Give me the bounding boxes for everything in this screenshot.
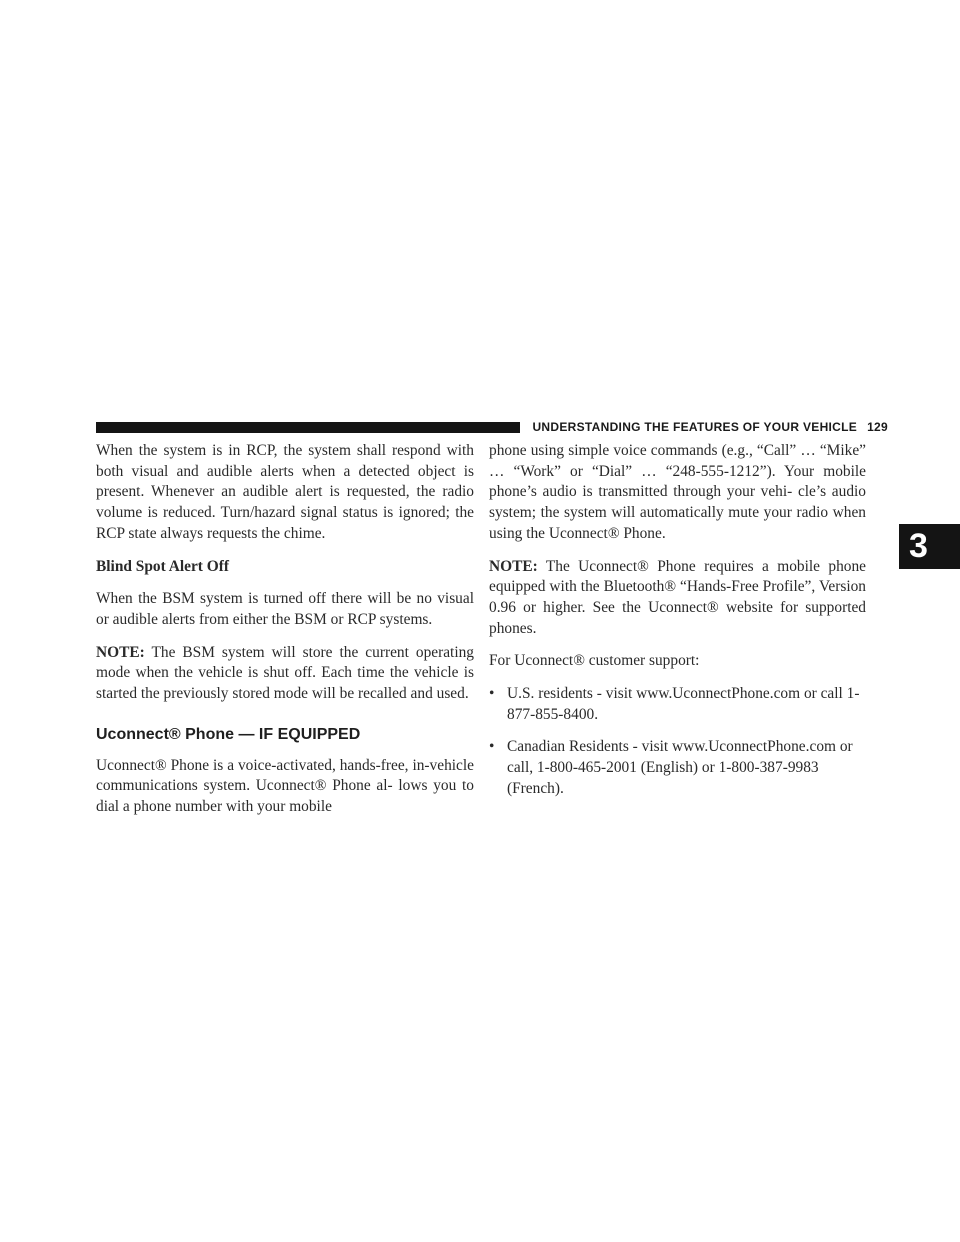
bsm-note [96, 643, 474, 705]
list-item-text: Canadian Residents - visit www.UconnectPhone.com or call, 1-800-465-2001 (English) or 1-800-387-9983 (French). [507, 738, 853, 797]
list-item-text: U.S. residents - visit www.UconnectPhone.com or call 1-877-855-8400. [507, 685, 860, 723]
uconnect-note [489, 557, 866, 640]
note-label: NOTE: [489, 557, 538, 575]
blind-spot-alert-off-heading: Blind Spot Alert Off [96, 557, 229, 575]
note-label: NOTE: [96, 643, 145, 661]
header-rule [96, 422, 520, 433]
bullet-icon: • [489, 738, 495, 756]
uconnect-section-title: Uconnect® Phone — IF EQUIPPED [96, 725, 361, 743]
voice-commands-paragraph: phone using simple voice commands (e.g., “Call” … “Mike” … “Work” or “Dial” … “248-555-1212”). Your mobile phone’s audio is transmitted through your vehi- cle’s audio system; the system will automatically mute your radio when using the Uconnect® Phone. [489, 442, 866, 542]
list-item [489, 737, 866, 799]
uconnect-intro-paragraph: Uconnect® Phone is a voice-activated, hands-free, in-vehicle communications system. Uconnect® Phone al- lows you to dial a phone number with your mobile [96, 756, 474, 816]
chapter-tab: 3 [899, 524, 960, 569]
bullet-icon: • [489, 685, 495, 703]
note-text: The Uconnect® Phone requires a mobile phone equipped with the Bluetooth® “Hands-Free Profile”, Version 0.96 or higher. See the Uconnect® website for supported phones. [489, 557, 866, 637]
header-title: UNDERSTANDING THE FEATURES OF YOUR VEHICLE [532, 420, 858, 434]
page-number: 129 [867, 420, 888, 434]
right-column [489, 441, 866, 812]
page-header [96, 421, 888, 434]
header-text [520, 421, 888, 434]
left-column [96, 441, 474, 830]
list-item [489, 684, 866, 725]
bsm-off-paragraph: When the BSM system is turned off there will be no visual or audible alerts from either the BSM or RCP systems. [96, 590, 474, 628]
support-intro: For Uconnect® customer support: [489, 652, 700, 670]
rcp-paragraph: When the system is in RCP, the system shall respond with both visual and audible alerts when a detected object is present. Whenever an audible alert is requested, the radio volume is reduced. Turn/hazard signal status is ignored; the RCP state always requests the chime. [96, 442, 474, 542]
note-text: The BSM system will store the current operating mode when the vehicle is shut off. Each time the vehicle is started the previously stored mode will be recalled and used. [96, 643, 474, 703]
support-list [489, 684, 866, 800]
